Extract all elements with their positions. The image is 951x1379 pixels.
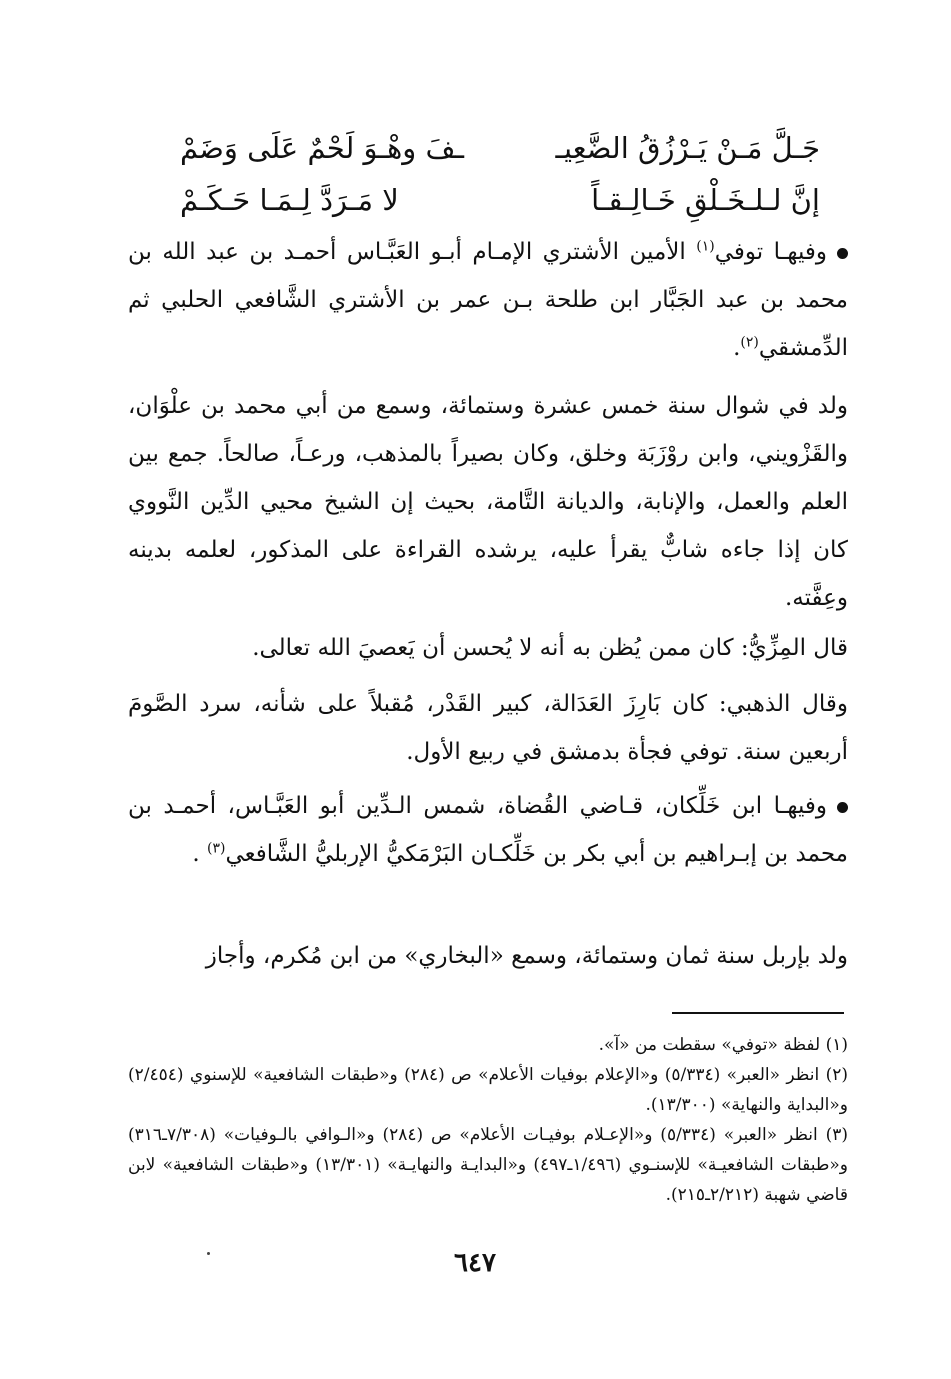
verse-line <box>180 122 820 174</box>
bullet-icon <box>837 802 848 813</box>
entry-text: الأمين الأشتري الإمـام أبـو العَبَّـاس أحمـد بن عبد الله بن محمد بن عبد الجَبَّار ابن طلحة بـن عمر بن الأشتري الشَّافعي الحلبي ثم الدِّمشقي <box>128 239 848 361</box>
footnote-reference: (٣) <box>207 840 226 857</box>
entry-al-ashtari <box>128 228 848 372</box>
main-text-last <box>128 932 848 980</box>
verse-line <box>180 174 820 226</box>
main-text-birth <box>128 382 848 622</box>
footnote-reference: (١) <box>696 238 715 255</box>
entry-ibn-khallikan <box>128 782 848 878</box>
footnote-2: (٢) انظر «العبر» (٥/٣٣٤) و«الإعلام بوفيات الأعلام» ص (٢٨٤) و«طبقات الشافعية» للإسنوي (٢/٤٥٤) و«البداية والنهاية» (١٣/٣٠٠). <box>128 1065 848 1115</box>
main-text-dhahabi <box>128 680 848 776</box>
footnote-1: (١) لفظة «توفي» سقطت من «آ». <box>598 1035 848 1055</box>
paragraph-birth-irbil: ولد بإربل سنة ثمان وستمائة، وسمع «البخاري» من ابن مُكرم، وأجاز <box>205 943 848 969</box>
main-text-mizzi <box>128 624 848 672</box>
second-hemistich: ـفَ وهْـوَ لَحْمٌ عَلَى وَضَمْ <box>180 131 465 165</box>
poem-verses <box>180 122 820 226</box>
footnotes <box>128 1030 848 1210</box>
page-number: ٦٤٧ <box>454 1248 496 1278</box>
first-hemistich: جَـلَّ مَـنْ يَـرْزُقُ الضَّعِيـ <box>555 131 820 165</box>
paragraph-mizzi-quote: قال المِزِّيُّ: كان ممن يُظن به أنه لا يُحسن أن يَعصيَ الله تعالى. <box>252 635 848 661</box>
bullet-icon <box>837 248 848 259</box>
footnote-reference: (٢) <box>740 334 759 351</box>
main-text-ibn-khallikan <box>128 782 848 878</box>
entry-text: وفيهـا ابن خَلِّكان، قـاضي القُضاة، شمس الـدِّين أبو العَبَّـاس، أحمـد بن محمد بن إبـراهيم بن أبي بكر بن خَلِّكـان البَرْمَكيُّ الإربليُّ الشَّافعي <box>128 793 848 867</box>
footnote-divider <box>672 1012 844 1014</box>
footnote-3: (٣) انظر «العبر» (٥/٣٣٤) و«الإعـلام بوفيـات الأعلام» ص (٢٨٤) و«الـوافي بالـوفيات» (٧/٣٠٨ـ٣١٦) و«طبقات الشافعيـة» للإسنـوي (١/٤٩٦ـ٤٩٧) و«البدايـة والنهايـة» (١٣/٣٠١) و«طبقات الشافعية» لابن قاضي شهبة (٢/٢١٢ـ٢١٥). <box>128 1125 849 1205</box>
second-hemistich: لا مَـرَدَّ لِـمَـا حَـكَـمْ <box>180 183 399 217</box>
paragraph-birth: ولد في شوال سنة خمس عشرة وستمائة، وسمع من أبي محمد بن علْوَان، والقَزْويني، وابن روْزَبَة وخلق، وكان بصيراً بالمذهب، ورعـاً، صالحاً. جمع بين العلم والعمل، والإنابة، والديانة التَّامة، بحيث إن الشيخ محيي الدِّين النَّووي كان إذا جاءه شابٌّ يقرأ عليه، يرشده القراءة على المذكور، لعلمه بدينه وعِفَّته. <box>128 393 848 611</box>
paragraph-dhahabi-quote: وقال الذهبي: كان بَارِزَ العَدَالة، كبير القَدْر، مُقبلاً على شأنه، سرد الصَّومَ أربعين سنة. توفي فجأة بدمشق في ربيع الأول. <box>128 691 848 765</box>
entry-end: . <box>733 335 741 361</box>
main-text <box>128 228 848 372</box>
scan-speck <box>207 1252 210 1255</box>
entry-end: . <box>192 841 208 867</box>
first-hemistich: إنَّ لـلـخَـلْقِ خَـالِـقـاً <box>591 183 820 217</box>
entry-text: وفيهـا توفي <box>714 239 827 265</box>
